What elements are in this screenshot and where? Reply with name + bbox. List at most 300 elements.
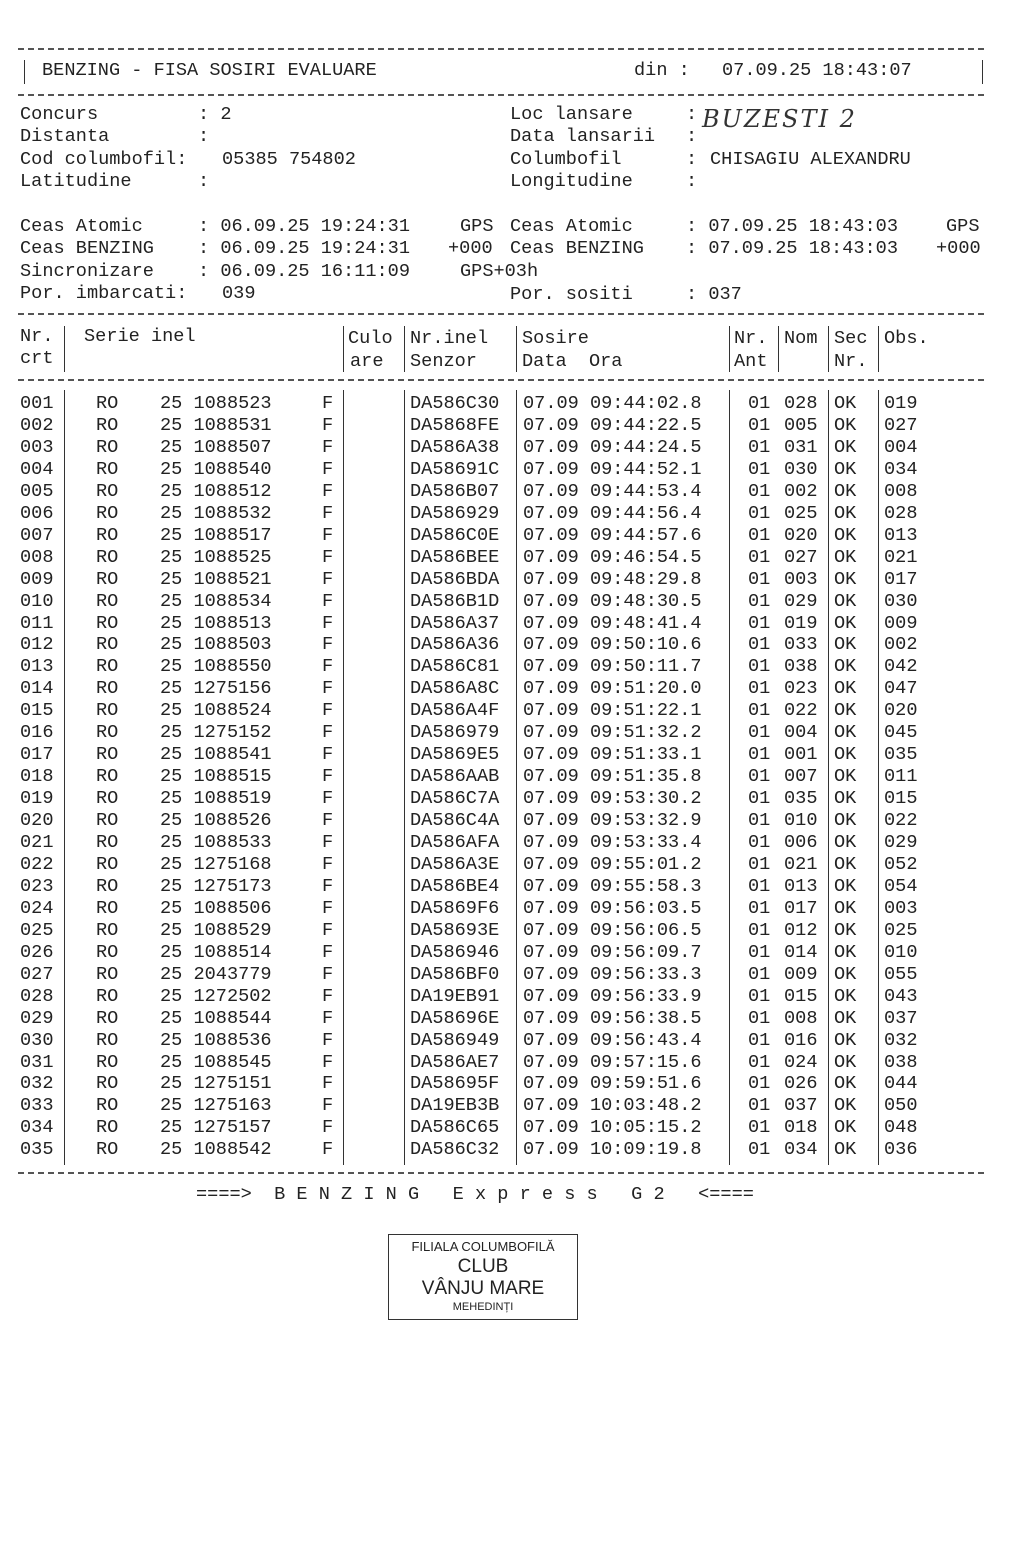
table-row <box>0 678 1024 700</box>
cell-sex: F <box>322 1073 334 1095</box>
din-value: 07.09.25 18:43:07 <box>722 60 912 81</box>
cell-sex: F <box>322 1029 334 1051</box>
cell-country: RO <box>96 436 119 458</box>
cell-ring: 25 1088506 <box>160 897 272 919</box>
cell-sensor: DA586A8C <box>410 678 500 700</box>
cell-country: RO <box>96 590 119 612</box>
table-row <box>0 415 1024 437</box>
cell-sensor: DA19EB91 <box>410 985 500 1007</box>
cell-sensor: DA586B07 <box>410 480 500 502</box>
table-row <box>0 986 1024 1008</box>
cell-obs: 019 <box>884 393 918 414</box>
cell-ring: 25 1088515 <box>160 766 272 788</box>
cell-nom: 003 <box>784 568 818 590</box>
cell-sec: OK <box>834 985 857 1007</box>
table-header-rule <box>18 379 984 381</box>
col-nr-head2: crt <box>20 348 54 369</box>
cell-sec: OK <box>834 480 857 502</box>
cell-sensor: DA586AE7 <box>410 1051 500 1073</box>
ceas-atomic-label: Ceas Atomic <box>20 216 143 237</box>
cell-sensor: DA58691C <box>410 458 500 480</box>
cell-antenna: 01 <box>748 634 771 656</box>
cell-country: RO <box>96 941 119 963</box>
table-row <box>0 788 1024 810</box>
table-row <box>0 547 1024 569</box>
sincronizare-value: : 06.09.25 16:11:09 <box>198 261 411 282</box>
cell-antenna: 01 <box>748 919 771 941</box>
cell-arrival: 07.09 09:56:33.9 <box>523 985 702 1007</box>
cell-ring: 25 1088550 <box>160 656 272 678</box>
cell-nom: 008 <box>784 1007 818 1029</box>
cell-country: RO <box>96 963 119 985</box>
cell-country: RO <box>96 766 119 788</box>
por-sositi-label: Por. sositi <box>510 284 633 305</box>
cell-sec: OK <box>834 568 857 590</box>
cell-arrival: 07.09 09:44:02.8 <box>523 393 702 414</box>
cell-arrival: 07.09 09:53:30.2 <box>523 788 702 810</box>
cell-sec: OK <box>834 875 857 897</box>
por-imbarcati-value: 039 <box>222 283 256 304</box>
cell-sec: OK <box>834 546 857 568</box>
table-row <box>0 525 1024 547</box>
cell-sex: F <box>322 1051 334 1073</box>
cell-sensor: DA5869F6 <box>410 897 500 919</box>
cell-nom: 010 <box>784 810 818 832</box>
cell-arrival: 07.09 09:53:32.9 <box>523 810 702 832</box>
table-row <box>0 613 1024 635</box>
cell-sensor: DA5869E5 <box>410 744 500 766</box>
cell-nr: 029 <box>20 1007 54 1029</box>
cell-arrival: 07.09 09:56:09.7 <box>523 941 702 963</box>
cell-country: RO <box>96 1029 119 1051</box>
loc-lansare-handwritten: BUZESTI 2 <box>702 105 857 133</box>
cell-sensor: DA586A4F <box>410 700 500 722</box>
cell-sensor: DA586979 <box>410 722 500 744</box>
cell-nr: 016 <box>20 722 54 744</box>
cell-nr: 003 <box>20 436 54 458</box>
cell-ring: 25 1088526 <box>160 810 272 832</box>
body-bar <box>878 390 879 1165</box>
cell-obs: 047 <box>884 678 918 700</box>
cell-sex: F <box>322 436 334 458</box>
cell-nr: 023 <box>20 875 54 897</box>
cell-sex: F <box>322 414 334 436</box>
ceas-atomic-right-tag: GPS <box>946 216 980 237</box>
cell-sec: OK <box>834 1029 857 1051</box>
table-row <box>0 1052 1024 1074</box>
table-row <box>0 964 1024 986</box>
cell-sensor: DA586A37 <box>410 612 500 634</box>
cell-sensor: DA586C0E <box>410 524 500 546</box>
columbofil-value: CHISAGIU ALEXANDRU <box>710 149 911 170</box>
cell-ring: 25 1275152 <box>160 722 272 744</box>
cell-sex: F <box>322 1007 334 1029</box>
cell-sensor: DA19EB3B <box>410 1095 500 1117</box>
longitudine-colon: : <box>686 171 698 192</box>
cell-nom: 012 <box>784 919 818 941</box>
cell-sensor: DA586946 <box>410 941 500 963</box>
cell-nom: 028 <box>784 393 818 414</box>
cell-sensor: DA586C4A <box>410 810 500 832</box>
cell-country: RO <box>96 502 119 524</box>
table-row <box>0 722 1024 744</box>
cell-sex: F <box>322 458 334 480</box>
cell-ring: 25 1275156 <box>160 678 272 700</box>
cell-sensor: DA586BF0 <box>410 963 500 985</box>
cell-antenna: 01 <box>748 612 771 634</box>
cell-ring: 25 1088513 <box>160 612 272 634</box>
table-row <box>0 393 1024 415</box>
cell-sensor: DA586A36 <box>410 634 500 656</box>
table-row <box>0 942 1024 964</box>
cell-nom: 016 <box>784 1029 818 1051</box>
cell-country: RO <box>96 810 119 832</box>
cell-sec: OK <box>834 766 857 788</box>
table-row <box>0 437 1024 459</box>
cell-sec: OK <box>834 941 857 963</box>
cell-nr: 011 <box>20 612 54 634</box>
loc-lansare-colon: : <box>686 104 698 125</box>
cell-country: RO <box>96 568 119 590</box>
cell-ring: 25 1088536 <box>160 1029 272 1051</box>
cell-nom: 025 <box>784 502 818 524</box>
cell-sex: F <box>322 875 334 897</box>
cell-antenna: 01 <box>748 700 771 722</box>
body-bar <box>64 390 65 1165</box>
cell-country: RO <box>96 546 119 568</box>
cell-arrival: 07.09 09:44:24.5 <box>523 436 702 458</box>
cell-sensor: DA586AAB <box>410 766 500 788</box>
cell-antenna: 01 <box>748 1139 771 1161</box>
cell-nr: 021 <box>20 832 54 853</box>
footer-banner: ====> B E N Z I N G E x p r e s s G 2 <==== <box>196 1184 754 1205</box>
cell-obs: 027 <box>884 414 918 436</box>
cell-nr: 027 <box>20 963 54 985</box>
cell-antenna: 01 <box>748 897 771 919</box>
cell-antenna: 01 <box>748 810 771 832</box>
cell-arrival: 07.09 09:56:38.5 <box>523 1007 702 1029</box>
hdr-bar <box>343 326 344 372</box>
cell-antenna: 01 <box>748 1007 771 1029</box>
cell-ring: 25 2043779 <box>160 963 272 985</box>
cell-arrival: 07.09 09:44:57.6 <box>523 524 702 546</box>
cell-ring: 25 1088519 <box>160 788 272 810</box>
cell-obs: 022 <box>884 810 918 832</box>
table-row <box>0 634 1024 656</box>
cell-sec: OK <box>834 590 857 612</box>
cell-country: RO <box>96 678 119 700</box>
cell-sex: F <box>322 634 334 656</box>
cell-nom: 001 <box>784 744 818 766</box>
cell-antenna: 01 <box>748 941 771 963</box>
por-imbarcati-label: Por. imbarcati: <box>20 283 188 304</box>
cell-nr: 018 <box>20 766 54 788</box>
header-rule <box>18 94 984 96</box>
columbofil-label: Columbofil <box>510 149 622 170</box>
cell-country: RO <box>96 919 119 941</box>
cell-sex: F <box>322 546 334 568</box>
cell-sex: F <box>322 788 334 810</box>
cell-nom: 002 <box>784 480 818 502</box>
col-nrinel-head: Nr.inel <box>410 328 489 349</box>
cell-antenna: 01 <box>748 788 771 810</box>
cell-nom: 021 <box>784 853 818 875</box>
cell-ring: 25 1088541 <box>160 744 272 766</box>
cell-arrival: 07.09 09:50:10.6 <box>523 634 702 656</box>
cell-sensor: DA586C30 <box>410 393 500 414</box>
cell-antenna: 01 <box>748 985 771 1007</box>
col-sec-head2: Nr. <box>834 351 868 372</box>
cell-sex: F <box>322 897 334 919</box>
cell-antenna: 01 <box>748 678 771 700</box>
cell-nr: 007 <box>20 524 54 546</box>
cell-sex: F <box>322 985 334 1007</box>
cell-nom: 014 <box>784 941 818 963</box>
data-lansarii-colon: : <box>686 126 698 147</box>
table-row <box>0 459 1024 481</box>
cell-obs: 054 <box>884 875 918 897</box>
cell-nr: 025 <box>20 919 54 941</box>
cell-nr: 009 <box>20 568 54 590</box>
cell-nom: 006 <box>784 832 818 853</box>
cell-obs: 029 <box>884 832 918 853</box>
cell-nom: 022 <box>784 700 818 722</box>
cell-antenna: 01 <box>748 458 771 480</box>
cell-sec: OK <box>834 1051 857 1073</box>
stamp-line1: FILIALA COLUMBOFILĂ <box>411 1239 555 1254</box>
cell-sex: F <box>322 524 334 546</box>
col-nrinel-head2: Senzor <box>410 351 477 372</box>
cell-sec: OK <box>834 436 857 458</box>
cell-nr: 005 <box>20 480 54 502</box>
cell-sensor: DA586BE4 <box>410 875 500 897</box>
cell-sex: F <box>322 853 334 875</box>
table-row <box>0 1117 1024 1139</box>
cell-country: RO <box>96 656 119 678</box>
cell-nom: 013 <box>784 875 818 897</box>
cell-arrival: 07.09 09:51:35.8 <box>523 766 702 788</box>
cell-antenna: 01 <box>748 1051 771 1073</box>
cell-obs: 011 <box>884 766 918 788</box>
cell-nom: 017 <box>784 897 818 919</box>
cell-country: RO <box>96 1073 119 1095</box>
cell-country: RO <box>96 612 119 634</box>
cell-obs: 055 <box>884 963 918 985</box>
cell-sec: OK <box>834 414 857 436</box>
cell-obs: 021 <box>884 546 918 568</box>
cell-obs: 052 <box>884 853 918 875</box>
cell-sex: F <box>322 766 334 788</box>
cell-nom: 029 <box>784 590 818 612</box>
distanta-value: : <box>198 126 210 147</box>
col-culo-head2: are <box>350 351 384 372</box>
cell-antenna: 01 <box>748 832 771 853</box>
cell-sec: OK <box>834 897 857 919</box>
cell-country: RO <box>96 1051 119 1073</box>
cell-sex: F <box>322 590 334 612</box>
columbofil-colon: : <box>686 149 698 170</box>
table-bottom-rule <box>18 1172 984 1174</box>
cell-nom: 034 <box>784 1139 818 1161</box>
cell-nom: 031 <box>784 436 818 458</box>
ceas-atomic-label-right: Ceas Atomic <box>510 216 633 237</box>
cell-obs: 044 <box>884 1073 918 1095</box>
cell-sensor: DA586A38 <box>410 436 500 458</box>
cell-country: RO <box>96 832 119 853</box>
cell-obs: 045 <box>884 722 918 744</box>
cell-nom: 020 <box>784 524 818 546</box>
cell-sec: OK <box>834 700 857 722</box>
cell-arrival: 07.09 09:50:11.7 <box>523 656 702 678</box>
cell-ring: 25 1088512 <box>160 480 272 502</box>
table-row <box>0 1008 1024 1030</box>
cell-sensor: DA586949 <box>410 1029 500 1051</box>
cell-arrival: 07.09 09:51:32.2 <box>523 722 702 744</box>
cell-sensor: DA586A3E <box>410 853 500 875</box>
longitudine-label: Longitudine <box>510 171 633 192</box>
cell-arrival: 07.09 09:51:20.0 <box>523 678 702 700</box>
cell-sensor: DA586C7A <box>410 788 500 810</box>
cell-country: RO <box>96 524 119 546</box>
cell-sex: F <box>322 678 334 700</box>
table-row <box>0 481 1024 503</box>
table-row <box>0 744 1024 766</box>
cell-ring: 25 1275163 <box>160 1095 272 1117</box>
sincronizare-tag: GPS+03h <box>460 261 539 282</box>
table-top-rule <box>18 313 984 315</box>
cell-ring: 25 1088531 <box>160 414 272 436</box>
cell-ring: 25 1088524 <box>160 700 272 722</box>
cell-sex: F <box>322 722 334 744</box>
cell-sec: OK <box>834 393 857 414</box>
cell-ring: 25 1088545 <box>160 1051 272 1073</box>
cell-nom: 026 <box>784 1073 818 1095</box>
cell-nr: 032 <box>20 1073 54 1095</box>
cell-nr: 010 <box>20 590 54 612</box>
cell-sec: OK <box>834 502 857 524</box>
cell-nr: 004 <box>20 458 54 480</box>
cell-nr: 001 <box>20 393 54 414</box>
body-bar <box>343 390 344 1165</box>
cell-antenna: 01 <box>748 1029 771 1051</box>
body-bar <box>729 390 730 1165</box>
distanta-label: Distanta <box>20 126 110 147</box>
cell-antenna: 01 <box>748 568 771 590</box>
cell-nom: 024 <box>784 1051 818 1073</box>
cell-nom: 015 <box>784 985 818 1007</box>
cell-obs: 048 <box>884 1117 918 1139</box>
report-title: BENZING - FISA SOSIRI EVALUARE <box>42 60 377 81</box>
cell-obs: 025 <box>884 919 918 941</box>
cell-sex: F <box>322 700 334 722</box>
col-serie-head: Serie inel <box>84 326 196 347</box>
cell-sex: F <box>322 502 334 524</box>
cell-antenna: 01 <box>748 1073 771 1095</box>
cell-nr: 028 <box>20 985 54 1007</box>
concurs-value: : 2 <box>198 104 232 125</box>
cell-ring: 25 1088529 <box>160 919 272 941</box>
cell-nom: 007 <box>784 766 818 788</box>
cell-country: RO <box>96 393 119 414</box>
cell-sensor: DA586C81 <box>410 656 500 678</box>
cell-obs: 028 <box>884 502 918 524</box>
cell-obs: 015 <box>884 788 918 810</box>
cell-antenna: 01 <box>748 722 771 744</box>
cell-sec: OK <box>834 832 857 853</box>
table-row <box>0 700 1024 722</box>
cod-columbofil-label: Cod columbofil: <box>20 149 188 170</box>
cell-sec: OK <box>834 1073 857 1095</box>
cell-country: RO <box>96 634 119 656</box>
cell-sec: OK <box>834 788 857 810</box>
cell-nr: 014 <box>20 678 54 700</box>
cell-country: RO <box>96 1007 119 1029</box>
cell-sec: OK <box>834 744 857 766</box>
cell-sensor: DA586929 <box>410 502 500 524</box>
cell-ring: 25 1088542 <box>160 1139 272 1161</box>
cell-obs: 043 <box>884 985 918 1007</box>
cell-sensor: DA586B1D <box>410 590 500 612</box>
cell-sensor: DA586BEE <box>410 546 500 568</box>
cell-obs: 004 <box>884 436 918 458</box>
body-bar <box>828 390 829 1165</box>
cell-arrival: 07.09 09:44:52.1 <box>523 458 702 480</box>
cell-sex: F <box>322 393 334 414</box>
cell-sex: F <box>322 941 334 963</box>
ceas-benzing-label-right: Ceas BENZING <box>510 238 644 259</box>
cell-sec: OK <box>834 1139 857 1161</box>
loc-lansare-label: Loc lansare <box>510 104 633 125</box>
cell-ring: 25 1088514 <box>160 941 272 963</box>
cell-arrival: 07.09 09:48:41.4 <box>523 612 702 634</box>
cell-ring: 25 1088507 <box>160 436 272 458</box>
table-row <box>0 898 1024 920</box>
cell-arrival: 07.09 09:53:33.4 <box>523 832 702 853</box>
cell-sensor: DA58696E <box>410 1007 500 1029</box>
cell-country: RO <box>96 1139 119 1161</box>
ceas-atomic-left: : 06.09.25 19:24:31 <box>198 216 411 237</box>
ceas-benzing-left-tag: +000 <box>448 238 493 259</box>
cell-sensor: DA586BDA <box>410 568 500 590</box>
cell-sex: F <box>322 568 334 590</box>
cell-nr: 026 <box>20 941 54 963</box>
cell-arrival: 07.09 09:56:03.5 <box>523 897 702 919</box>
cell-country: RO <box>96 897 119 919</box>
cell-arrival: 07.09 09:48:29.8 <box>523 568 702 590</box>
table-row <box>0 854 1024 876</box>
cell-sensor: DA586C65 <box>410 1117 500 1139</box>
cell-arrival: 07.09 10:09:19.8 <box>523 1139 702 1161</box>
col-ant-head: Nr. <box>734 328 768 349</box>
cell-country: RO <box>96 480 119 502</box>
cell-nom: 018 <box>784 1117 818 1139</box>
cell-antenna: 01 <box>748 393 771 414</box>
cell-sensor: DA586AFA <box>410 832 500 853</box>
cell-sec: OK <box>834 722 857 744</box>
cell-nom: 009 <box>784 963 818 985</box>
cell-obs: 013 <box>884 524 918 546</box>
cell-sex: F <box>322 919 334 941</box>
data-lansarii-label: Data lansarii <box>510 126 656 147</box>
cell-nom: 030 <box>784 458 818 480</box>
cell-sex: F <box>322 480 334 502</box>
cell-sec: OK <box>834 1007 857 1029</box>
cell-sec: OK <box>834 458 857 480</box>
cell-antenna: 01 <box>748 853 771 875</box>
cell-antenna: 01 <box>748 436 771 458</box>
hdr-bar <box>828 326 829 372</box>
cell-nr: 033 <box>20 1095 54 1117</box>
